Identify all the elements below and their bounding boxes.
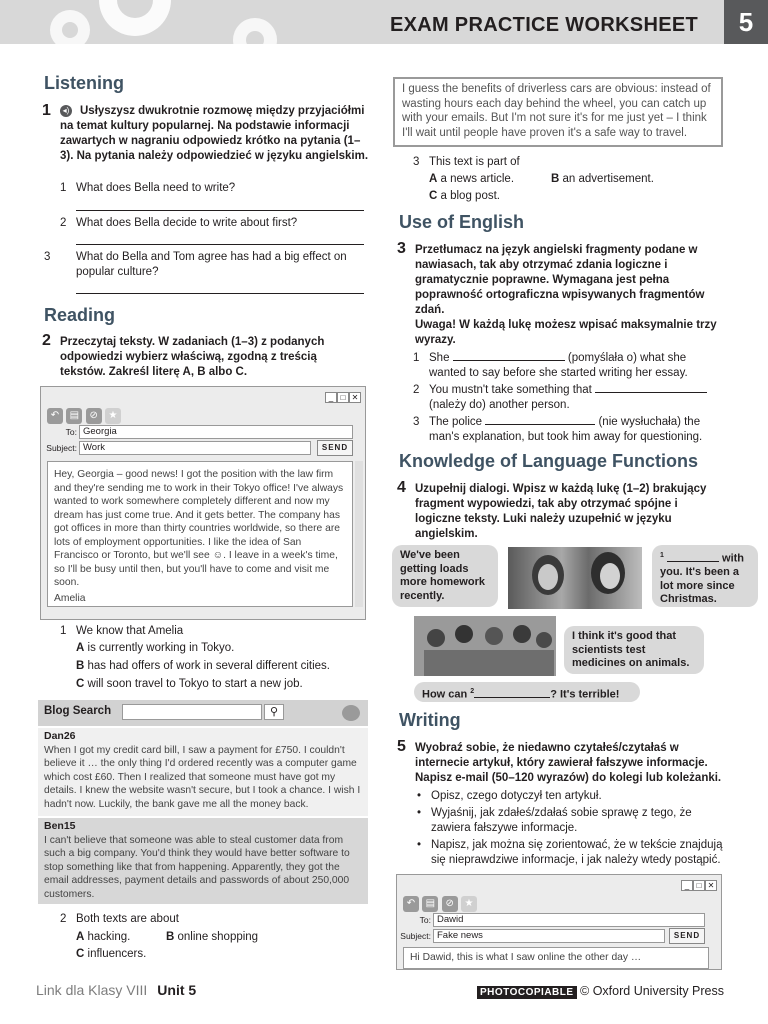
listening-question-2: 2 What does Bella decide to write about first? — [60, 217, 298, 229]
blog-search-input[interactable] — [122, 704, 262, 720]
reading-q2-option-c[interactable]: C influencers. — [76, 948, 147, 960]
send-button[interactable]: SEND — [669, 928, 705, 944]
reading-q1-option-a[interactable]: A is currently working in Tokyo. — [76, 642, 235, 654]
star-icon[interactable]: ★ — [105, 408, 121, 424]
to-label: To: — [419, 915, 431, 925]
post-username: Ben15 — [44, 820, 76, 832]
speech-bubble-3: I think it's good that scientists test medicines on animals. — [564, 626, 704, 674]
speech-bubble-4: How can $^2$ ? It's terrible! — [414, 682, 640, 702]
driverless-cars-quote: I guess the benefits of driverless cars are obvious: instead of wasting hours each day behind the wheel, you can catch up with your emails. But I'm not sure it's for me just yet – I think I'll wait until people have proven it's a safe way to travel. — [393, 77, 723, 147]
reading-question-2: 2 Both texts are about — [60, 913, 179, 925]
gap-3[interactable] — [485, 413, 595, 425]
writing-bullet-list — [417, 789, 725, 868]
to-field[interactable]: Georgia — [79, 425, 353, 439]
speech-bubble-2: $^1$ with you. It's been a lot more since Christmas. — [652, 545, 758, 607]
task-number-1: 1 — [42, 102, 51, 119]
window-controls — [681, 877, 717, 891]
reading-q3-option-a[interactable]: A a news article. — [429, 173, 515, 185]
post-username: Dan26 — [44, 730, 76, 742]
minimize-icon[interactable]: _ — [325, 392, 337, 403]
listening-title: Listening — [44, 73, 124, 93]
gap-1[interactable] — [453, 349, 565, 361]
subject-label: Subject: — [46, 443, 77, 453]
email-body — [47, 461, 353, 607]
reading-instruction: Przeczytaj teksty. W zadaniach (1–3) z podanych odpowiedzi wybierz właściwą, zgodną z treścią tekstów. Zakreśl literę A, B albo C. — [60, 336, 325, 378]
task-number-5: 5 — [397, 738, 406, 755]
listening-question-1: 1 What does Bella need to write? — [60, 182, 236, 194]
writing-instruction: Wyobraź sobie, że niedawno czytałeś/czytałaś w internecie artykuł, który zawierał fałszywe informacje. Napisz e-mail (50–120 wyrazów) do kolegi lub koleżanki. — [415, 742, 722, 784]
reading-q3-option-c[interactable]: C a blog post. — [429, 190, 500, 202]
task-number-2: 2 — [42, 332, 51, 349]
answer-line-2[interactable] — [76, 244, 364, 245]
blog-logo-icon — [342, 705, 360, 721]
star-icon[interactable]: ★ — [461, 896, 477, 912]
writing-bullet-1: • Opisz, czego dotyczył ten artykuł. — [417, 790, 602, 802]
email-toolbar — [403, 895, 477, 912]
photo-two-girls — [508, 547, 642, 609]
reply-icon[interactable]: ↶ — [47, 408, 63, 424]
post-text: When I got my credit card bill, I saw a payment for £750. I couldn't believe it … the only thing I'd ordered recently was a computer game which cost £60. Then I realized that someone must have got my details. I knew the website wasn't secure, but I took a chance. I wish I hadn't now. Luckily, the bank gave me all the money back. — [44, 744, 361, 810]
email-window — [40, 386, 366, 620]
page-header — [0, 0, 768, 44]
print-icon[interactable]: ▤ — [422, 896, 438, 912]
email-toolbar — [47, 407, 121, 424]
audio-icon[interactable]: ◂) — [60, 105, 72, 117]
send-button[interactable]: SEND — [317, 440, 353, 456]
photocopiable-badge: PHOTOCOPIABLE — [477, 986, 577, 999]
writing-email-window — [396, 874, 722, 970]
writing-title: Writing — [399, 710, 461, 730]
minimize-icon[interactable]: _ — [681, 880, 693, 891]
reading-q2-option-b[interactable]: B online shopping — [166, 931, 259, 943]
email-signature: Amelia — [54, 592, 86, 604]
language-functions-instruction: Uzupełnij dialogi. Wpisz w każdą lukę (1–2) brakujący fragment wypowiedzi, tak aby otrzymać spójne i logiczne teksty. Luki należy uzupełnić w języku angielskim. — [415, 483, 707, 540]
maximize-icon[interactable]: □ — [337, 392, 349, 403]
close-icon[interactable]: ✕ — [705, 880, 717, 891]
reading-question-3: 3 This text is part of — [413, 156, 520, 168]
unit-number-badge: 5 — [724, 0, 768, 44]
footer-course-name: Link dla Klasy VIII — [36, 982, 148, 998]
footer-copyright — [477, 984, 724, 998]
subject-field[interactable]: Fake news — [433, 929, 665, 943]
photo-girls-illustration-icon — [508, 547, 642, 609]
to-field[interactable]: Dawid — [433, 913, 705, 927]
blog-search-label: Blog Search — [44, 705, 112, 717]
block-icon[interactable]: ⊘ — [442, 896, 458, 912]
subject-label: Subject: — [400, 931, 431, 941]
page-title: EXAM PRACTICE WORKSHEET — [389, 14, 698, 36]
use-of-english-q3: 3 The police (nie wysłuchała) the man's explanation, but took him away for questioning. — [413, 413, 723, 445]
use-of-english-instruction — [415, 243, 725, 348]
block-icon[interactable]: ⊘ — [86, 408, 102, 424]
reading-question-1: 1 We know that Amelia — [60, 625, 184, 637]
print-icon[interactable]: ▤ — [66, 408, 82, 424]
to-label: To: — [65, 427, 77, 437]
answer-line-1[interactable] — [76, 210, 364, 211]
post-text: I can't believe that someone was able to steal customer data from such a big company. You'd think they would have better software to stop something like that from happening. Apparently, they got the email addresses, payment details and passwords of about 250,000 customers. — [44, 834, 350, 900]
copyright-text: © Oxford University Press — [580, 984, 724, 998]
email-body-text: Hey, Georgia – good news! I got the position with the law firm and they're sending me to work in their Tokyo office! I've always wanted to work somewhere completely different and now my dream has just come true. And it gets better. The company has got offices in more than thirty countries worldwide, so there are lots of employment opportunities. I like the idea of San Francisco or Toronto, but we'll see ☺. I leave in a week's time, so I'll be busy until then, but you'll have to come and visit me soon. — [54, 469, 344, 588]
reading-q3-option-b[interactable]: B an advertisement. — [551, 173, 654, 185]
photo-students — [414, 616, 556, 676]
listening-question-3: 3 What do Bella and Tom agree has had a big effect on popular culture? — [44, 251, 347, 278]
language-functions-title: Knowledge of Language Functions — [399, 451, 698, 471]
reading-q1-option-b[interactable]: B has had offers of work in several different cities. — [76, 660, 330, 672]
reading-title: Reading — [44, 305, 116, 325]
scrollbar[interactable] — [355, 461, 363, 607]
writing-bullet-3: • Napisz, jak można się zorientować, że w tekście znajdują się nieprawdziwe informacje, i jak należy wtedy postąpić. — [417, 839, 723, 866]
reading-q1-option-c[interactable]: C will soon travel to Tokyo to start a new job. — [76, 678, 303, 690]
task-number-3: 3 — [397, 240, 406, 257]
use-of-english-title: Use of English — [399, 212, 525, 232]
blog-post-ben15 — [38, 818, 368, 904]
footer-unit: Unit 5 — [157, 982, 197, 998]
gap-2[interactable] — [595, 381, 707, 393]
email-body[interactable]: Hi Dawid, this is what I saw online the other day … — [403, 947, 709, 969]
footer-course — [36, 982, 196, 998]
use-of-english-q2: 2 You mustn't take something that (należy do) another person. — [413, 381, 723, 413]
reading-q2-option-a[interactable]: A hacking. — [76, 931, 131, 943]
speech-bubble-1: We've been getting loads more homework recently. — [392, 545, 498, 607]
task-number-4: 4 — [397, 479, 406, 496]
dialogue-gap-1[interactable] — [667, 552, 719, 562]
answer-line-3[interactable] — [76, 293, 364, 294]
window-controls — [325, 389, 361, 403]
dialogue-gap-2[interactable] — [474, 688, 550, 698]
instruction-text: Przetłumacz na język angielski fragmenty podane w nawiasach, tak aby otrzymać zdania logiczne i gramatycznie poprawne. Wymagana jest pełna poprawność ortograficzna wpisywanych fragmentów zdań. — [415, 244, 705, 316]
blog-search-bar — [38, 700, 368, 726]
instruction-warning: Uwaga! W każdą lukę możesz wpisać maksymalnie trzy wyrazy. — [415, 319, 717, 346]
maximize-icon[interactable]: □ — [693, 880, 705, 891]
gears-decoration-icon — [40, 0, 300, 44]
subject-field[interactable]: Work — [79, 441, 311, 455]
photo-students-illustration-icon — [414, 616, 556, 676]
use-of-english-q1: 1 She (pomyślała o) what she wanted to say before she started writing her essay. — [413, 349, 723, 381]
reply-icon[interactable]: ↶ — [403, 896, 419, 912]
writing-bullet-2: • Wyjaśnij, jak zdałeś/zdałaś sobie sprawę z tego, że zawiera fałszywe informacje. — [417, 807, 692, 834]
blog-post-dan26 — [38, 728, 368, 816]
search-icon[interactable]: ⚲ — [264, 704, 284, 720]
close-icon[interactable]: ✕ — [349, 392, 361, 403]
listening-instruction: Usłyszysz dwukrotnie rozmowę między przyjaciółmi na temat kultury popularnej. Na podstawie informacji zawartych w nagraniu odpowiedz krótko na pytania (1–3). Na pytania należy odpowiedzieć w języku angielskim. — [60, 105, 369, 162]
